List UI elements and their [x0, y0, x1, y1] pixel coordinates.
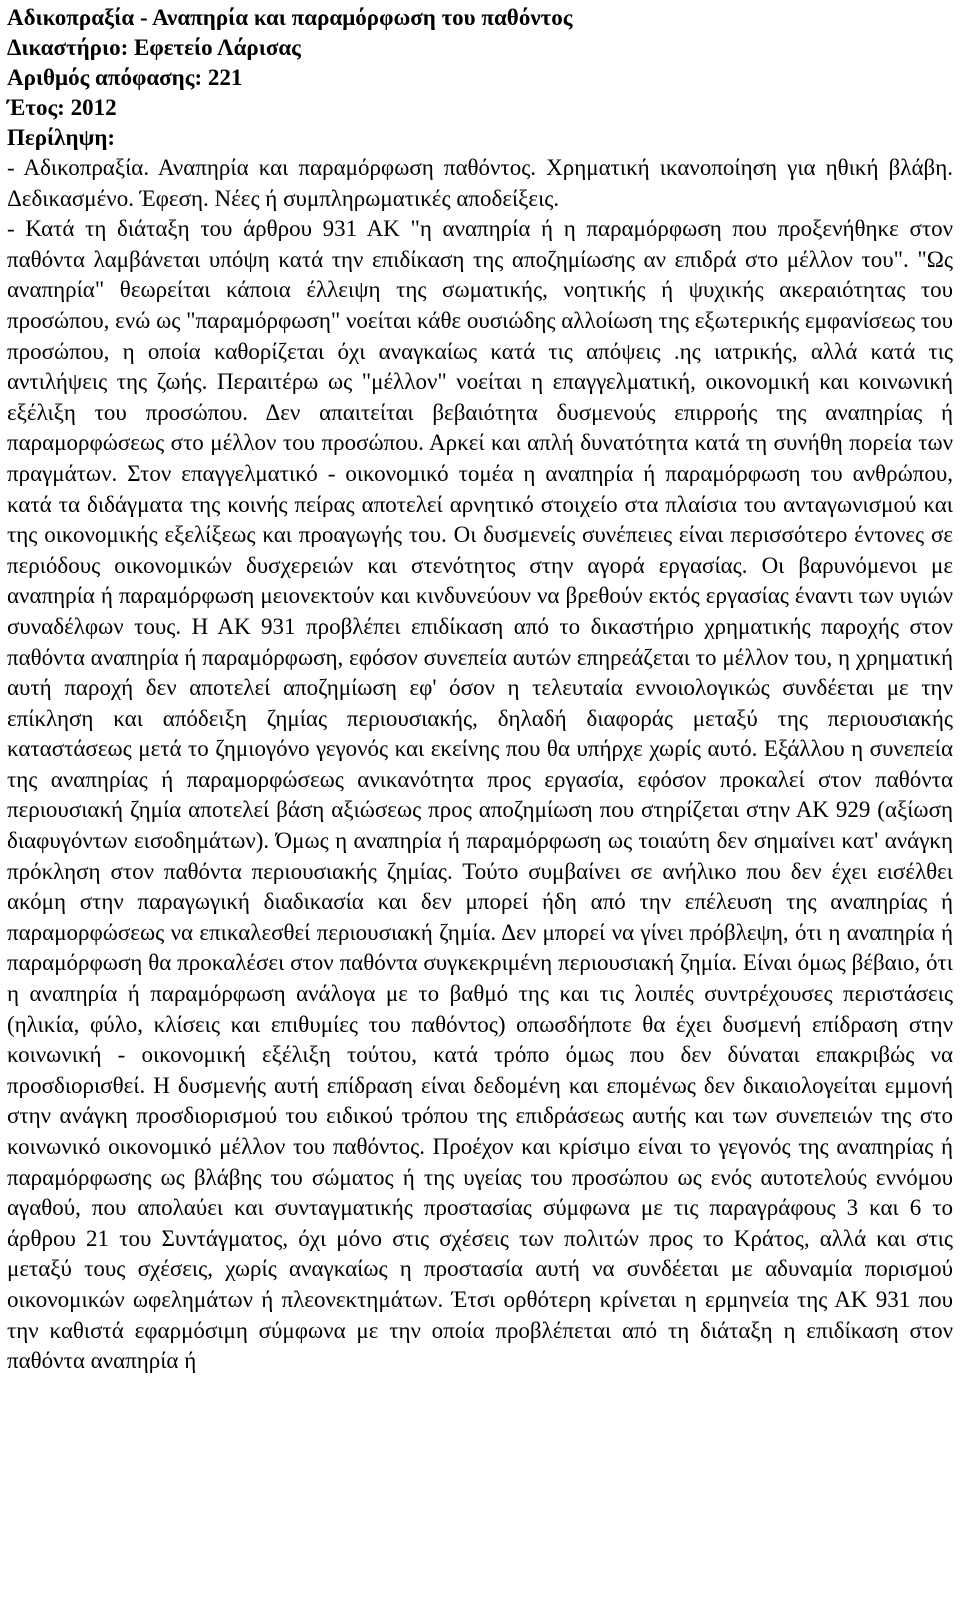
summary-body: - Κατά τη διάταξη του άρθρου 931 ΑΚ "η αναπηρία ή η παραμόρφωση που προξενήθηκε στον παθόντα λαμβάνεται υπόψη κατά την επιδίκαση της αποζημίωσης αν επιδρά στο μέλλον του". "Ως αναπηρία" θεωρείται κάποια έλλειψη της σωματικής, νοητικής ή ψυχικής ακεραιότητας του προσώπου, ενώ ως "παραμόρφωση" νοείται κάθε ουσιώδης αλλοίωση της εξωτερικής εμφανίσεως του προσώπου, η οποία καθορίζεται όχι αναγκαίως κατά τις απόψεις .ης ιατρικής, αλλά κατά τις αντιλήψεις της ζωής. Περαιτέρω ως "μέλλον" νοείται η επαγγελματική, οικονομική και κοινωνική εξέλιξη του προσώπου. Δεν απαιτείται βεβαιότητα δυσμενούς επιρροής της αναπηρίας ή παραμορφώσεως στο μέλλον του προσώπου. Αρκεί και απλή δυνατότητα κατά τη συνήθη πορεία των πραγμάτων. Στον επαγγελματικό - οικονομικό τομέα η αναπηρία ή παραμόρφωση του ανθρώπου, κατά τα διδάγματα της κοινής πείρας αποτελεί αρνητικό στοιχείο στα πλαίσια του ανταγωνισμού και της οικονομικής εξελίξεως και προαγωγής του. Οι δυσμενείς συνέπειες είναι περισσότερο έντονες σε περιόδους οικονομικών δυσχερειών και στενότητος στην αγορά εργασίας. Οι βαρυνόμενοι με αναπηρία ή παραμόρφωση μειονεκτούν και κινδυνεύουν να βρεθούν εκτός εργασίας έναντι των υγιών συναδέλφων τους. Η ΑΚ 931 προβλέπει επιδίκαση από το δικαστήριο χρηματικής παροχής στον παθόντα αναπηρία ή παραμόρφωση, εφόσον συνεπεία αυτών επηρεάζεται το μέλλον του, η χρηματική αυτή παροχή δεν αποτελεί αποζημίωση εφ' όσον η τελευταία εννοιολογικώς συνδέεται με την επίκληση και απόδειξη ζημίας περιουσιακής, δηλαδή διαφοράς μεταξύ της περιουσιακής καταστάσεως μετά το ζημιογόνο γεγονός και εκείνης που θα υπήρχε χωρίς αυτό. Εξάλλου η συνεπεία της αναπηρίας ή παραμορφώσεως ανικανότητα προς εργασία, εφόσον προκαλεί στον παθόντα περιουσιακή ζημία αποτελεί βάση αξιώσεως προς αποζημίωση που στηρίζεται στην ΑΚ 929 (αξίωση διαφυγόντων εισοδημάτων). Όμως η αναπηρία ή παραμόρφωση ως τοιαύτη δεν σημαίνει κατ' ανάγκη πρόκληση στον παθόντα περιουσιακής ζημίας. Τούτο συμβαίνει σε ανήλικο που δεν έχει εισέλθει ακόμη στην παραγωγική διαδικασία και δεν μπορεί ήδη από την επέλευση της αναπηρίας ή παραμορφώσεως να επικαλεσθεί περιουσιακή ζημία. Δεν μπορεί να γίνει πρόβλεψη, ότι η αναπηρία ή παραμόρφωση θα προκαλέσει στον παθόντα συγκεκριμένη περιουσιακή ζημία. Είναι όμως βέβαιο, ότι η αναπηρία ή παραμόρφωση ανάλογα με το βαθμό της και τις λοιπές συντρέχουσες περιστάσεις (ηλικία, φύλο, κλίσεις και επιθυμίες του παθόντος) οπωσδήποτε θα έχει δυσμενή επίδραση στην κοινωνική - οικονομική εξέλιξη τούτου, κατά τρόπο όμως που δεν δύναται επακριβώς να προσδιορισθεί. Η δυσμενής αυτή επίδραση είναι δεδομένη και επομένως δεν δικαιολογείται εμμονή στην ανάγκη προσδιορισμού του ειδικού τρόπου της επιδράσεως αυτής και των συνεπειών της στο κοινωνικό οικονομικό μέλλον του παθόντος. Προέχον και κρίσιμο είναι το γεγονός της αναπηρίας ή παραμόρφωσης ως βλάβης του σώματος ή της υγείας του προσώπου ως ενός αυτοτελούς εννόμου αγαθού, που απολαύει και συνταγματικής προστασίας σύμφωνα με τις παραγράφους 3 και 6 το άρθρου 21 του Συντάγματος, όχι μόνο στις σχέσεις των πολιτών προς το Κράτος, αλλά και στις μεταξύ τους σχέσεις, χωρίς αναγκαίως η προστασία αυτή να συνδέεται με αδυναμία πορισμού οικονομικών ωφελημάτων ή πλεονεκτημάτων. Έτσι ορθότερη κρίνεται η ερμηνεία της ΑΚ 931 που την καθιστά εφαρμόσιμη σύμφωνα με την οποία προβλέπεται από τη διάταξη η επιδίκαση στον παθόντα αναπηρία ή	[7, 216, 953, 1374]
document-page	[7, 3, 953, 1377]
court-field: Δικαστήριο: Εφετείο Λάρισας	[7, 35, 301, 60]
decision-number-field: Αριθμός απόφασης: 221	[7, 65, 243, 90]
year-field: Έτος: 2012	[7, 95, 117, 120]
document-title: Αδικοπραξία - Αναπηρία και παραμόρφωση του παθόντος	[7, 5, 573, 30]
summary-label: Περίληψη:	[7, 125, 116, 150]
summary-intro: - Αδικοπραξία. Αναπηρία και παραμόρφωση παθόντος. Χρηματική ικανοποίηση για ηθική βλάβη. Δεδικασμένο. Έφεση. Νέες ή συμπληρωματικές αποδείξεις.	[7, 155, 953, 211]
